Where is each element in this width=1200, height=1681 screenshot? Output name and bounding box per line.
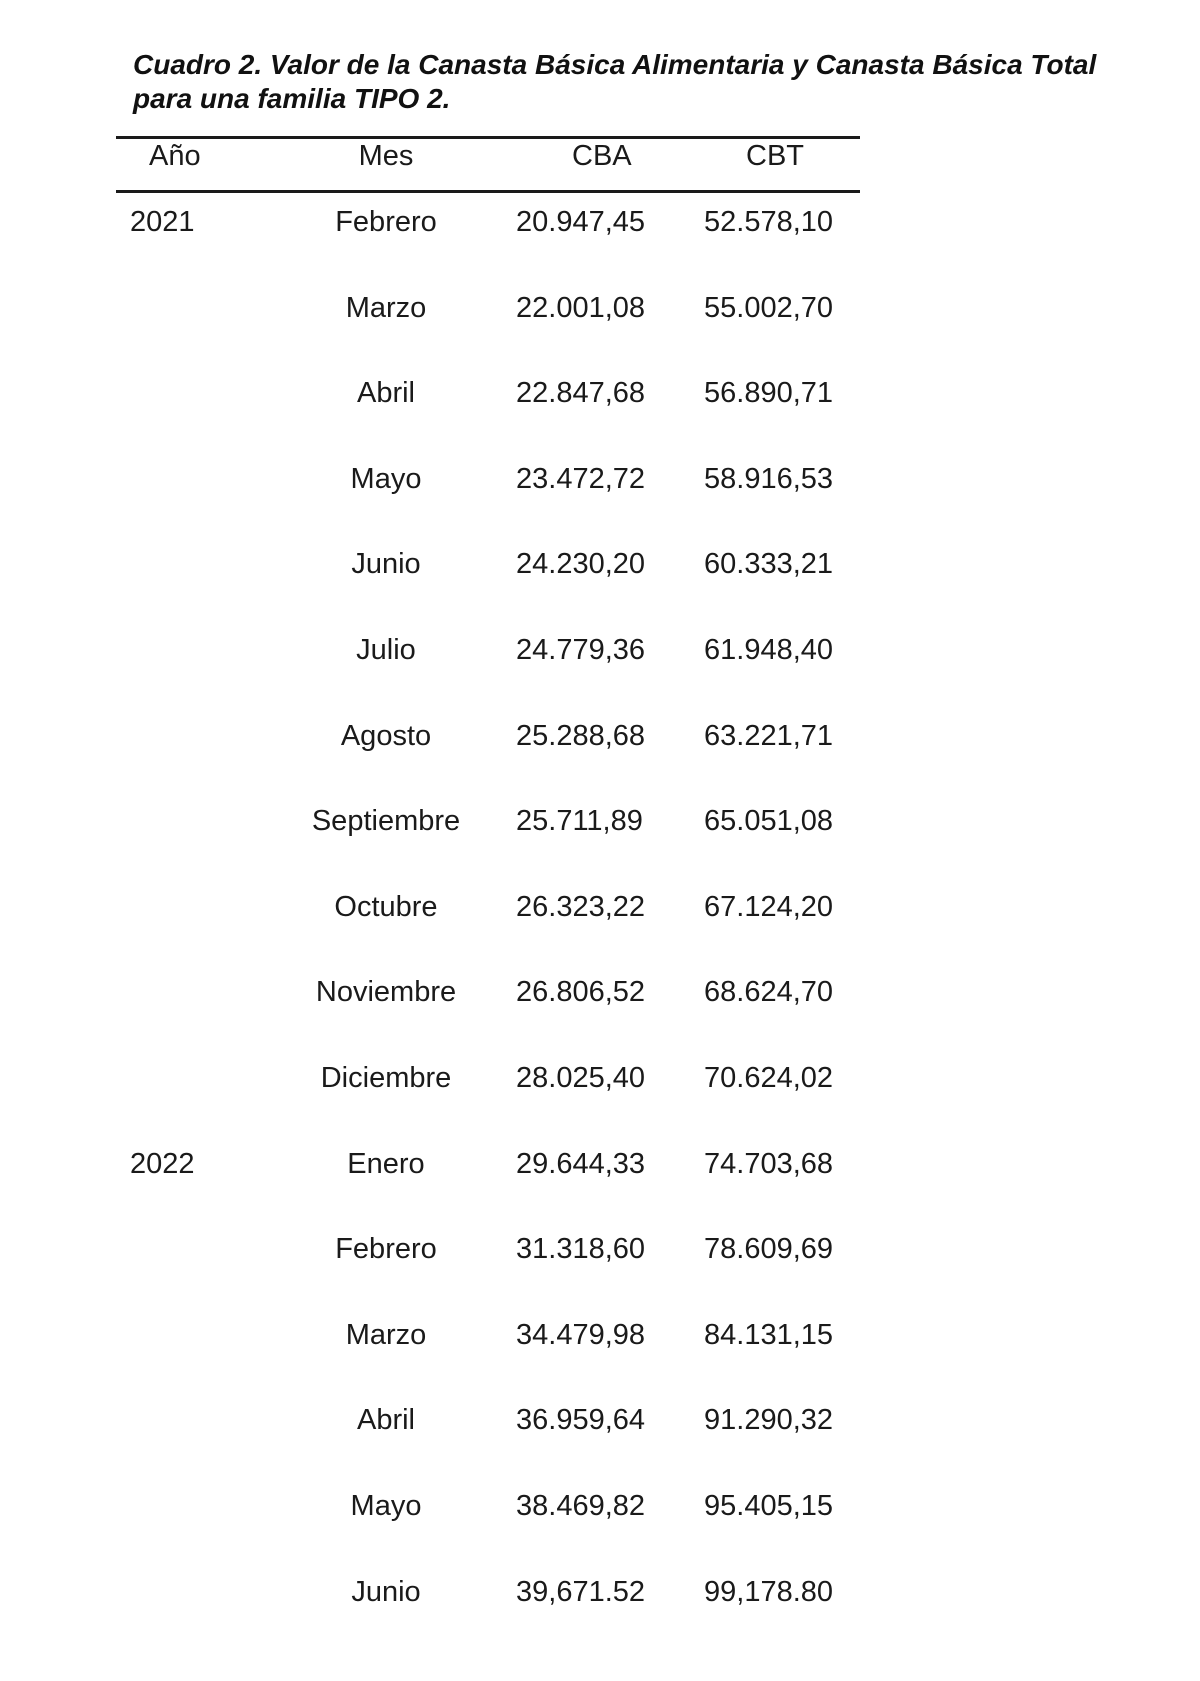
cell-year: 2022 <box>130 1148 195 1180</box>
cell-month: Noviembre <box>315 976 457 1008</box>
cell-month: Enero <box>347 1148 425 1180</box>
cell-month: Diciembre <box>320 1062 452 1094</box>
cell-month: Junio <box>351 1576 421 1608</box>
header-year: Año <box>149 140 201 172</box>
table-row <box>116 801 860 841</box>
table-row <box>116 1572 860 1612</box>
cell-year: 2021 <box>130 206 195 238</box>
table-row <box>116 1058 860 1098</box>
table-caption <box>133 48 1173 116</box>
header-month: Mes <box>358 140 414 172</box>
cell-month: Marzo <box>345 1319 427 1351</box>
table-row <box>116 373 860 413</box>
table-row <box>116 716 860 756</box>
cell-cba: 31.318,60 <box>516 1233 646 1265</box>
cell-cbt: 56.890,71 <box>704 377 834 409</box>
caption-line-1: Cuadro 2. Valor de la Canasta Básica Alimentaria y Canasta Básica Total <box>133 49 1097 80</box>
cell-month: Junio <box>351 548 421 580</box>
cell-cba: 23.472,72 <box>516 463 646 495</box>
cell-cbt: 84.131,15 <box>704 1319 834 1351</box>
table-row <box>116 544 860 584</box>
cell-month: Octubre <box>334 891 438 923</box>
cell-cbt: 91.290,32 <box>704 1404 834 1436</box>
table-row <box>116 1315 860 1355</box>
cell-cbt: 74.703,68 <box>704 1148 834 1180</box>
cell-cbt: 67.124,20 <box>704 891 834 923</box>
cell-cba: 28.025,40 <box>516 1062 646 1094</box>
cell-cba: 24.779,36 <box>516 634 646 666</box>
cell-cbt: 63.221,71 <box>704 720 834 752</box>
table-row <box>116 630 860 670</box>
cell-month: Julio <box>356 634 416 666</box>
cell-cbt: 65.051,08 <box>704 805 834 837</box>
cell-month: Abril <box>356 377 415 409</box>
cell-month: Abril <box>356 1404 415 1436</box>
table-row <box>116 202 860 242</box>
cell-cbt: 95.405,15 <box>704 1490 834 1522</box>
cell-cba: 36.959,64 <box>516 1404 646 1436</box>
table-row <box>116 459 860 499</box>
cell-cba: 22.001,08 <box>516 292 646 324</box>
cell-month: Mayo <box>350 1490 422 1522</box>
header-cba: CBA <box>572 140 632 172</box>
table-row <box>116 1229 860 1269</box>
cell-cbt: 58.916,53 <box>704 463 834 495</box>
cell-cbt: 55.002,70 <box>704 292 834 324</box>
cell-cba: 39,671.52 <box>516 1576 646 1608</box>
cell-cba: 34.479,98 <box>516 1319 646 1351</box>
cell-month: Septiembre <box>311 805 461 837</box>
cell-cba: 38.469,82 <box>516 1490 646 1522</box>
table-row <box>116 1486 860 1526</box>
cell-month: Febrero <box>335 206 437 238</box>
cell-cbt: 78.609,69 <box>704 1233 834 1265</box>
cell-cbt: 60.333,21 <box>704 548 834 580</box>
cell-month: Agosto <box>340 720 432 752</box>
cell-cba: 26.323,22 <box>516 891 646 923</box>
header-cbt: CBT <box>746 140 804 172</box>
caption-line-2: para una familia TIPO 2. <box>133 83 451 114</box>
cell-cba: 24.230,20 <box>516 548 646 580</box>
cell-cba: 29.644,33 <box>516 1148 646 1180</box>
cell-cba: 26.806,52 <box>516 976 646 1008</box>
cell-cba: 20.947,45 <box>516 206 646 238</box>
table-header-rule <box>116 190 860 193</box>
table-row <box>116 887 860 927</box>
cell-month: Febrero <box>335 1233 437 1265</box>
table-row <box>116 972 860 1012</box>
cell-cba: 22.847,68 <box>516 377 646 409</box>
cell-month: Marzo <box>345 292 427 324</box>
cell-cbt: 68.624,70 <box>704 976 834 1008</box>
table-header-row <box>116 136 860 176</box>
cell-cba: 25.288,68 <box>516 720 646 752</box>
table-row <box>116 1400 860 1440</box>
table-row <box>116 1144 860 1184</box>
cell-cbt: 70.624,02 <box>704 1062 834 1094</box>
cell-cba: 25.711,89 <box>516 805 643 837</box>
cell-month: Mayo <box>350 463 422 495</box>
cell-cbt: 61.948,40 <box>704 634 834 666</box>
cell-cbt: 99,178.80 <box>704 1576 834 1608</box>
table-row <box>116 288 860 328</box>
cell-cbt: 52.578,10 <box>704 206 834 238</box>
